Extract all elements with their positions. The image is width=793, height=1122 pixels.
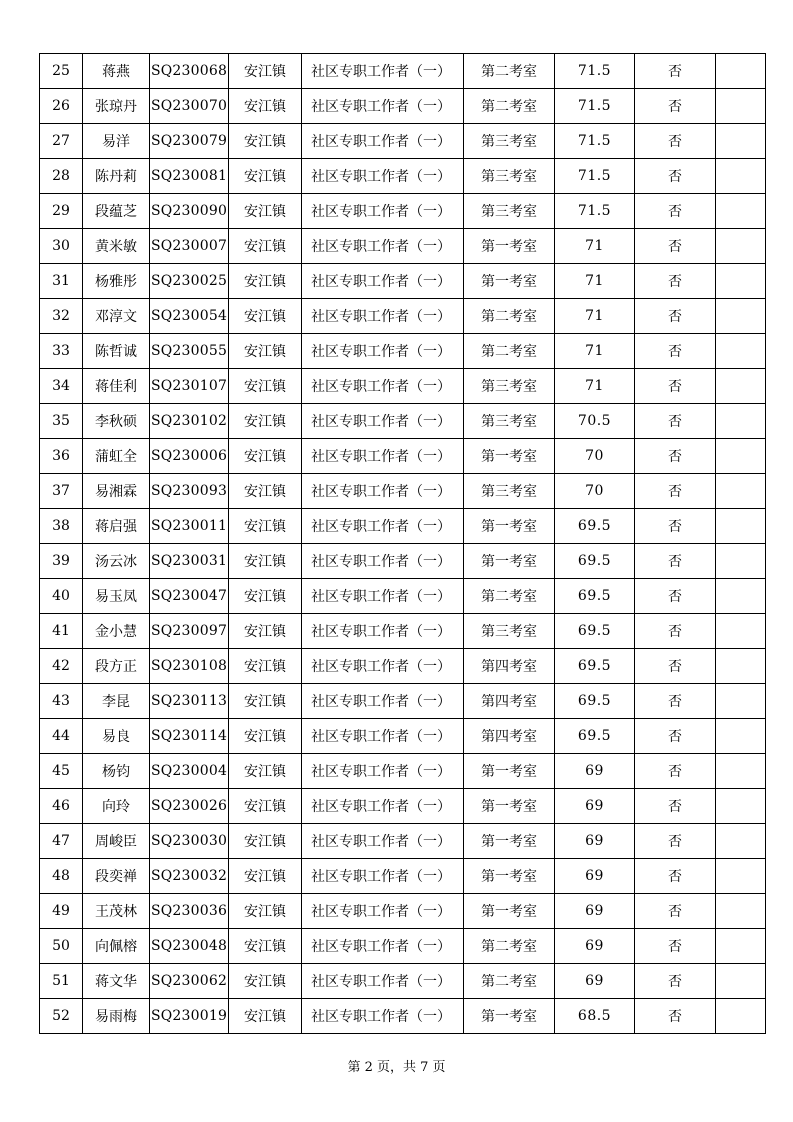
position-cell: 社区专职工作者（一） xyxy=(302,859,464,894)
town-cell: 安江镇 xyxy=(229,824,302,859)
candidate-name-cell: 向玲 xyxy=(83,789,150,824)
row-number-cell: 41 xyxy=(40,614,83,649)
position-cell: 社区专职工作者（一） xyxy=(302,789,464,824)
remark-cell xyxy=(716,929,766,964)
candidate-name-cell: 陈丹莉 xyxy=(83,159,150,194)
town-cell: 安江镇 xyxy=(229,89,302,124)
row-number-cell: 43 xyxy=(40,684,83,719)
interview-flag-cell: 否 xyxy=(635,404,716,439)
candidate-name-cell: 向佩榕 xyxy=(83,929,150,964)
town-cell: 安江镇 xyxy=(229,54,302,89)
exam-id-cell: SQ230079 xyxy=(150,124,229,159)
results-table-container xyxy=(39,53,766,1034)
position-cell: 社区专职工作者（一） xyxy=(302,964,464,999)
candidate-name-cell: 易湘霖 xyxy=(83,474,150,509)
candidate-name-cell: 张琼丹 xyxy=(83,89,150,124)
score-cell: 70.5 xyxy=(555,404,635,439)
remark-cell xyxy=(716,89,766,124)
exam-id-cell: SQ230006 xyxy=(150,439,229,474)
exam-room-cell: 第一考室 xyxy=(464,509,555,544)
position-cell: 社区专职工作者（一） xyxy=(302,614,464,649)
exam-room-cell: 第三考室 xyxy=(464,159,555,194)
town-cell: 安江镇 xyxy=(229,684,302,719)
table-body xyxy=(40,54,766,1034)
town-cell: 安江镇 xyxy=(229,124,302,159)
score-cell: 70 xyxy=(555,474,635,509)
position-cell: 社区专职工作者（一） xyxy=(302,649,464,684)
exam-room-cell: 第一考室 xyxy=(464,824,555,859)
candidate-name-cell: 邓淳文 xyxy=(83,299,150,334)
interview-flag-cell: 否 xyxy=(635,194,716,229)
town-cell: 安江镇 xyxy=(229,474,302,509)
position-cell: 社区专职工作者（一） xyxy=(302,89,464,124)
table-row xyxy=(40,649,766,684)
exam-id-cell: SQ230107 xyxy=(150,369,229,404)
exam-room-cell: 第一考室 xyxy=(464,999,555,1034)
row-number-cell: 49 xyxy=(40,894,83,929)
table-row xyxy=(40,229,766,264)
table-row xyxy=(40,369,766,404)
score-cell: 69 xyxy=(555,964,635,999)
position-cell: 社区专职工作者（一） xyxy=(302,684,464,719)
town-cell: 安江镇 xyxy=(229,299,302,334)
table-row xyxy=(40,194,766,229)
remark-cell xyxy=(716,334,766,369)
remark-cell xyxy=(716,789,766,824)
table-row xyxy=(40,474,766,509)
interview-flag-cell: 否 xyxy=(635,509,716,544)
town-cell: 安江镇 xyxy=(229,439,302,474)
exam-id-cell: SQ230030 xyxy=(150,824,229,859)
exam-id-cell: SQ230081 xyxy=(150,159,229,194)
position-cell: 社区专职工作者（一） xyxy=(302,264,464,299)
remark-cell xyxy=(716,684,766,719)
interview-flag-cell: 否 xyxy=(635,999,716,1034)
candidate-name-cell: 蒋文华 xyxy=(83,964,150,999)
candidate-name-cell: 李昆 xyxy=(83,684,150,719)
row-number-cell: 45 xyxy=(40,754,83,789)
position-cell: 社区专职工作者（一） xyxy=(302,509,464,544)
interview-flag-cell: 否 xyxy=(635,229,716,264)
exam-room-cell: 第三考室 xyxy=(464,369,555,404)
town-cell: 安江镇 xyxy=(229,964,302,999)
score-cell: 69 xyxy=(555,789,635,824)
town-cell: 安江镇 xyxy=(229,649,302,684)
remark-cell xyxy=(716,229,766,264)
position-cell: 社区专职工作者（一） xyxy=(302,194,464,229)
exam-room-cell: 第一考室 xyxy=(464,894,555,929)
interview-flag-cell: 否 xyxy=(635,89,716,124)
row-number-cell: 28 xyxy=(40,159,83,194)
town-cell: 安江镇 xyxy=(229,159,302,194)
score-cell: 71.5 xyxy=(555,124,635,159)
table-row xyxy=(40,754,766,789)
position-cell: 社区专职工作者（一） xyxy=(302,474,464,509)
town-cell: 安江镇 xyxy=(229,509,302,544)
row-number-cell: 46 xyxy=(40,789,83,824)
score-cell: 69.5 xyxy=(555,684,635,719)
remark-cell xyxy=(716,264,766,299)
row-number-cell: 39 xyxy=(40,544,83,579)
exam-room-cell: 第四考室 xyxy=(464,719,555,754)
remark-cell xyxy=(716,754,766,789)
remark-cell xyxy=(716,964,766,999)
row-number-cell: 38 xyxy=(40,509,83,544)
remark-cell xyxy=(716,719,766,754)
exam-id-cell: SQ230068 xyxy=(150,54,229,89)
remark-cell xyxy=(716,614,766,649)
row-number-cell: 26 xyxy=(40,89,83,124)
table-row xyxy=(40,89,766,124)
town-cell: 安江镇 xyxy=(229,229,302,264)
position-cell: 社区专职工作者（一） xyxy=(302,824,464,859)
score-cell: 71 xyxy=(555,264,635,299)
position-cell: 社区专职工作者（一） xyxy=(302,334,464,369)
score-cell: 71 xyxy=(555,299,635,334)
interview-flag-cell: 否 xyxy=(635,474,716,509)
interview-flag-cell: 否 xyxy=(635,964,716,999)
town-cell: 安江镇 xyxy=(229,579,302,614)
table-row xyxy=(40,159,766,194)
exam-id-cell: SQ230004 xyxy=(150,754,229,789)
remark-cell xyxy=(716,474,766,509)
exam-id-cell: SQ230048 xyxy=(150,929,229,964)
score-cell: 71 xyxy=(555,229,635,264)
exam-room-cell: 第一考室 xyxy=(464,859,555,894)
exam-room-cell: 第四考室 xyxy=(464,684,555,719)
remark-cell xyxy=(716,579,766,614)
remark-cell xyxy=(716,824,766,859)
remark-cell xyxy=(716,649,766,684)
table-row xyxy=(40,299,766,334)
town-cell: 安江镇 xyxy=(229,754,302,789)
interview-flag-cell: 否 xyxy=(635,264,716,299)
exam-room-cell: 第一考室 xyxy=(464,264,555,299)
score-cell: 71.5 xyxy=(555,54,635,89)
exam-id-cell: SQ230062 xyxy=(150,964,229,999)
table-row xyxy=(40,999,766,1034)
table-row xyxy=(40,54,766,89)
interview-flag-cell: 否 xyxy=(635,334,716,369)
exam-id-cell: SQ230108 xyxy=(150,649,229,684)
exam-room-cell: 第三考室 xyxy=(464,124,555,159)
remark-cell xyxy=(716,859,766,894)
remark-cell xyxy=(716,544,766,579)
exam-id-cell: SQ230031 xyxy=(150,544,229,579)
exam-id-cell: SQ230032 xyxy=(150,859,229,894)
candidate-name-cell: 蒋燕 xyxy=(83,54,150,89)
exam-room-cell: 第二考室 xyxy=(464,299,555,334)
exam-id-cell: SQ230102 xyxy=(150,404,229,439)
town-cell: 安江镇 xyxy=(229,789,302,824)
exam-id-cell: SQ230026 xyxy=(150,789,229,824)
candidate-name-cell: 黄米敏 xyxy=(83,229,150,264)
row-number-cell: 27 xyxy=(40,124,83,159)
town-cell: 安江镇 xyxy=(229,614,302,649)
row-number-cell: 40 xyxy=(40,579,83,614)
table-row xyxy=(40,579,766,614)
candidate-name-cell: 金小慧 xyxy=(83,614,150,649)
position-cell: 社区专职工作者（一） xyxy=(302,754,464,789)
row-number-cell: 25 xyxy=(40,54,83,89)
exam-room-cell: 第一考室 xyxy=(464,439,555,474)
row-number-cell: 36 xyxy=(40,439,83,474)
interview-flag-cell: 否 xyxy=(635,929,716,964)
exam-room-cell: 第二考室 xyxy=(464,579,555,614)
exam-room-cell: 第一考室 xyxy=(464,229,555,264)
table-row xyxy=(40,719,766,754)
exam-room-cell: 第三考室 xyxy=(464,614,555,649)
town-cell: 安江镇 xyxy=(229,544,302,579)
remark-cell xyxy=(716,894,766,929)
candidate-name-cell: 王茂林 xyxy=(83,894,150,929)
position-cell: 社区专职工作者（一） xyxy=(302,929,464,964)
row-number-cell: 47 xyxy=(40,824,83,859)
exam-room-cell: 第三考室 xyxy=(464,194,555,229)
row-number-cell: 30 xyxy=(40,229,83,264)
score-cell: 68.5 xyxy=(555,999,635,1034)
candidate-name-cell: 易玉凤 xyxy=(83,579,150,614)
exam-id-cell: SQ230025 xyxy=(150,264,229,299)
table-row xyxy=(40,404,766,439)
score-cell: 69 xyxy=(555,859,635,894)
interview-flag-cell: 否 xyxy=(635,754,716,789)
remark-cell xyxy=(716,404,766,439)
results-table xyxy=(39,53,766,1034)
interview-flag-cell: 否 xyxy=(635,54,716,89)
position-cell: 社区专职工作者（一） xyxy=(302,369,464,404)
score-cell: 71.5 xyxy=(555,159,635,194)
exam-id-cell: SQ230054 xyxy=(150,299,229,334)
remark-cell xyxy=(716,159,766,194)
row-number-cell: 35 xyxy=(40,404,83,439)
town-cell: 安江镇 xyxy=(229,859,302,894)
exam-id-cell: SQ230055 xyxy=(150,334,229,369)
score-cell: 69.5 xyxy=(555,649,635,684)
remark-cell xyxy=(716,509,766,544)
interview-flag-cell: 否 xyxy=(635,124,716,159)
town-cell: 安江镇 xyxy=(229,264,302,299)
exam-room-cell: 第一考室 xyxy=(464,544,555,579)
row-number-cell: 52 xyxy=(40,999,83,1034)
interview-flag-cell: 否 xyxy=(635,159,716,194)
score-cell: 69 xyxy=(555,824,635,859)
score-cell: 70 xyxy=(555,439,635,474)
interview-flag-cell: 否 xyxy=(635,824,716,859)
row-number-cell: 34 xyxy=(40,369,83,404)
candidate-name-cell: 陈哲诚 xyxy=(83,334,150,369)
score-cell: 69 xyxy=(555,754,635,789)
score-cell: 69.5 xyxy=(555,509,635,544)
table-row xyxy=(40,334,766,369)
table-row xyxy=(40,439,766,474)
position-cell: 社区专职工作者（一） xyxy=(302,299,464,334)
candidate-name-cell: 段奕禅 xyxy=(83,859,150,894)
exam-room-cell: 第四考室 xyxy=(464,649,555,684)
remark-cell xyxy=(716,369,766,404)
exam-room-cell: 第一考室 xyxy=(464,789,555,824)
exam-room-cell: 第二考室 xyxy=(464,54,555,89)
candidate-name-cell: 易洋 xyxy=(83,124,150,159)
exam-room-cell: 第三考室 xyxy=(464,404,555,439)
interview-flag-cell: 否 xyxy=(635,544,716,579)
candidate-name-cell: 段蕴芝 xyxy=(83,194,150,229)
position-cell: 社区专职工作者（一） xyxy=(302,159,464,194)
exam-room-cell: 第二考室 xyxy=(464,334,555,369)
table-row xyxy=(40,859,766,894)
remark-cell xyxy=(716,124,766,159)
score-cell: 69 xyxy=(555,929,635,964)
position-cell: 社区专职工作者（一） xyxy=(302,404,464,439)
row-number-cell: 32 xyxy=(40,299,83,334)
candidate-name-cell: 杨钧 xyxy=(83,754,150,789)
exam-room-cell: 第二考室 xyxy=(464,89,555,124)
table-row xyxy=(40,789,766,824)
row-number-cell: 42 xyxy=(40,649,83,684)
town-cell: 安江镇 xyxy=(229,404,302,439)
town-cell: 安江镇 xyxy=(229,929,302,964)
exam-id-cell: SQ230093 xyxy=(150,474,229,509)
remark-cell xyxy=(716,439,766,474)
position-cell: 社区专职工作者（一） xyxy=(302,894,464,929)
table-row xyxy=(40,894,766,929)
row-number-cell: 50 xyxy=(40,929,83,964)
town-cell: 安江镇 xyxy=(229,194,302,229)
town-cell: 安江镇 xyxy=(229,719,302,754)
exam-id-cell: SQ230007 xyxy=(150,229,229,264)
interview-flag-cell: 否 xyxy=(635,649,716,684)
town-cell: 安江镇 xyxy=(229,894,302,929)
position-cell: 社区专职工作者（一） xyxy=(302,544,464,579)
town-cell: 安江镇 xyxy=(229,334,302,369)
exam-id-cell: SQ230113 xyxy=(150,684,229,719)
row-number-cell: 44 xyxy=(40,719,83,754)
remark-cell xyxy=(716,299,766,334)
interview-flag-cell: 否 xyxy=(635,579,716,614)
row-number-cell: 33 xyxy=(40,334,83,369)
candidate-name-cell: 蒋启强 xyxy=(83,509,150,544)
candidate-name-cell: 段方正 xyxy=(83,649,150,684)
position-cell: 社区专职工作者（一） xyxy=(302,999,464,1034)
exam-room-cell: 第一考室 xyxy=(464,754,555,789)
interview-flag-cell: 否 xyxy=(635,859,716,894)
table-row xyxy=(40,824,766,859)
position-cell: 社区专职工作者（一） xyxy=(302,719,464,754)
table-row xyxy=(40,544,766,579)
table-row xyxy=(40,124,766,159)
exam-id-cell: SQ230090 xyxy=(150,194,229,229)
page-footer: 第 2 页，共 7 页 xyxy=(347,1060,446,1075)
row-number-cell: 37 xyxy=(40,474,83,509)
table-row xyxy=(40,509,766,544)
candidate-name-cell: 周峻臣 xyxy=(83,824,150,859)
exam-id-cell: SQ230047 xyxy=(150,579,229,614)
position-cell: 社区专职工作者（一） xyxy=(302,579,464,614)
score-cell: 71.5 xyxy=(555,194,635,229)
interview-flag-cell: 否 xyxy=(635,894,716,929)
interview-flag-cell: 否 xyxy=(635,439,716,474)
candidate-name-cell: 易雨梅 xyxy=(83,999,150,1034)
interview-flag-cell: 否 xyxy=(635,719,716,754)
table-row xyxy=(40,964,766,999)
candidate-name-cell: 易良 xyxy=(83,719,150,754)
table-row xyxy=(40,684,766,719)
score-cell: 71 xyxy=(555,334,635,369)
position-cell: 社区专职工作者（一） xyxy=(302,229,464,264)
town-cell: 安江镇 xyxy=(229,369,302,404)
exam-id-cell: SQ230011 xyxy=(150,509,229,544)
candidate-name-cell: 蒋佳利 xyxy=(83,369,150,404)
score-cell: 69.5 xyxy=(555,579,635,614)
exam-id-cell: SQ230097 xyxy=(150,614,229,649)
interview-flag-cell: 否 xyxy=(635,789,716,824)
candidate-name-cell: 蒲虹全 xyxy=(83,439,150,474)
score-cell: 71.5 xyxy=(555,89,635,124)
town-cell: 安江镇 xyxy=(229,999,302,1034)
score-cell: 71 xyxy=(555,369,635,404)
candidate-name-cell: 李秋硕 xyxy=(83,404,150,439)
exam-id-cell: SQ230114 xyxy=(150,719,229,754)
position-cell: 社区专职工作者（一） xyxy=(302,124,464,159)
table-row xyxy=(40,614,766,649)
row-number-cell: 31 xyxy=(40,264,83,299)
exam-id-cell: SQ230070 xyxy=(150,89,229,124)
remark-cell xyxy=(716,54,766,89)
row-number-cell: 51 xyxy=(40,964,83,999)
position-cell: 社区专职工作者（一） xyxy=(302,439,464,474)
row-number-cell: 48 xyxy=(40,859,83,894)
exam-id-cell: SQ230019 xyxy=(150,999,229,1034)
table-row xyxy=(40,929,766,964)
exam-room-cell: 第二考室 xyxy=(464,964,555,999)
exam-room-cell: 第二考室 xyxy=(464,929,555,964)
remark-cell xyxy=(716,194,766,229)
exam-room-cell: 第三考室 xyxy=(464,474,555,509)
table-row xyxy=(40,264,766,299)
candidate-name-cell: 杨雅彤 xyxy=(83,264,150,299)
position-cell: 社区专职工作者（一） xyxy=(302,54,464,89)
score-cell: 69.5 xyxy=(555,544,635,579)
interview-flag-cell: 否 xyxy=(635,614,716,649)
score-cell: 69.5 xyxy=(555,719,635,754)
interview-flag-cell: 否 xyxy=(635,684,716,719)
interview-flag-cell: 否 xyxy=(635,299,716,334)
interview-flag-cell: 否 xyxy=(635,369,716,404)
candidate-name-cell: 汤云冰 xyxy=(83,544,150,579)
score-cell: 69.5 xyxy=(555,614,635,649)
score-cell: 69 xyxy=(555,894,635,929)
row-number-cell: 29 xyxy=(40,194,83,229)
remark-cell xyxy=(716,999,766,1034)
exam-id-cell: SQ230036 xyxy=(150,894,229,929)
